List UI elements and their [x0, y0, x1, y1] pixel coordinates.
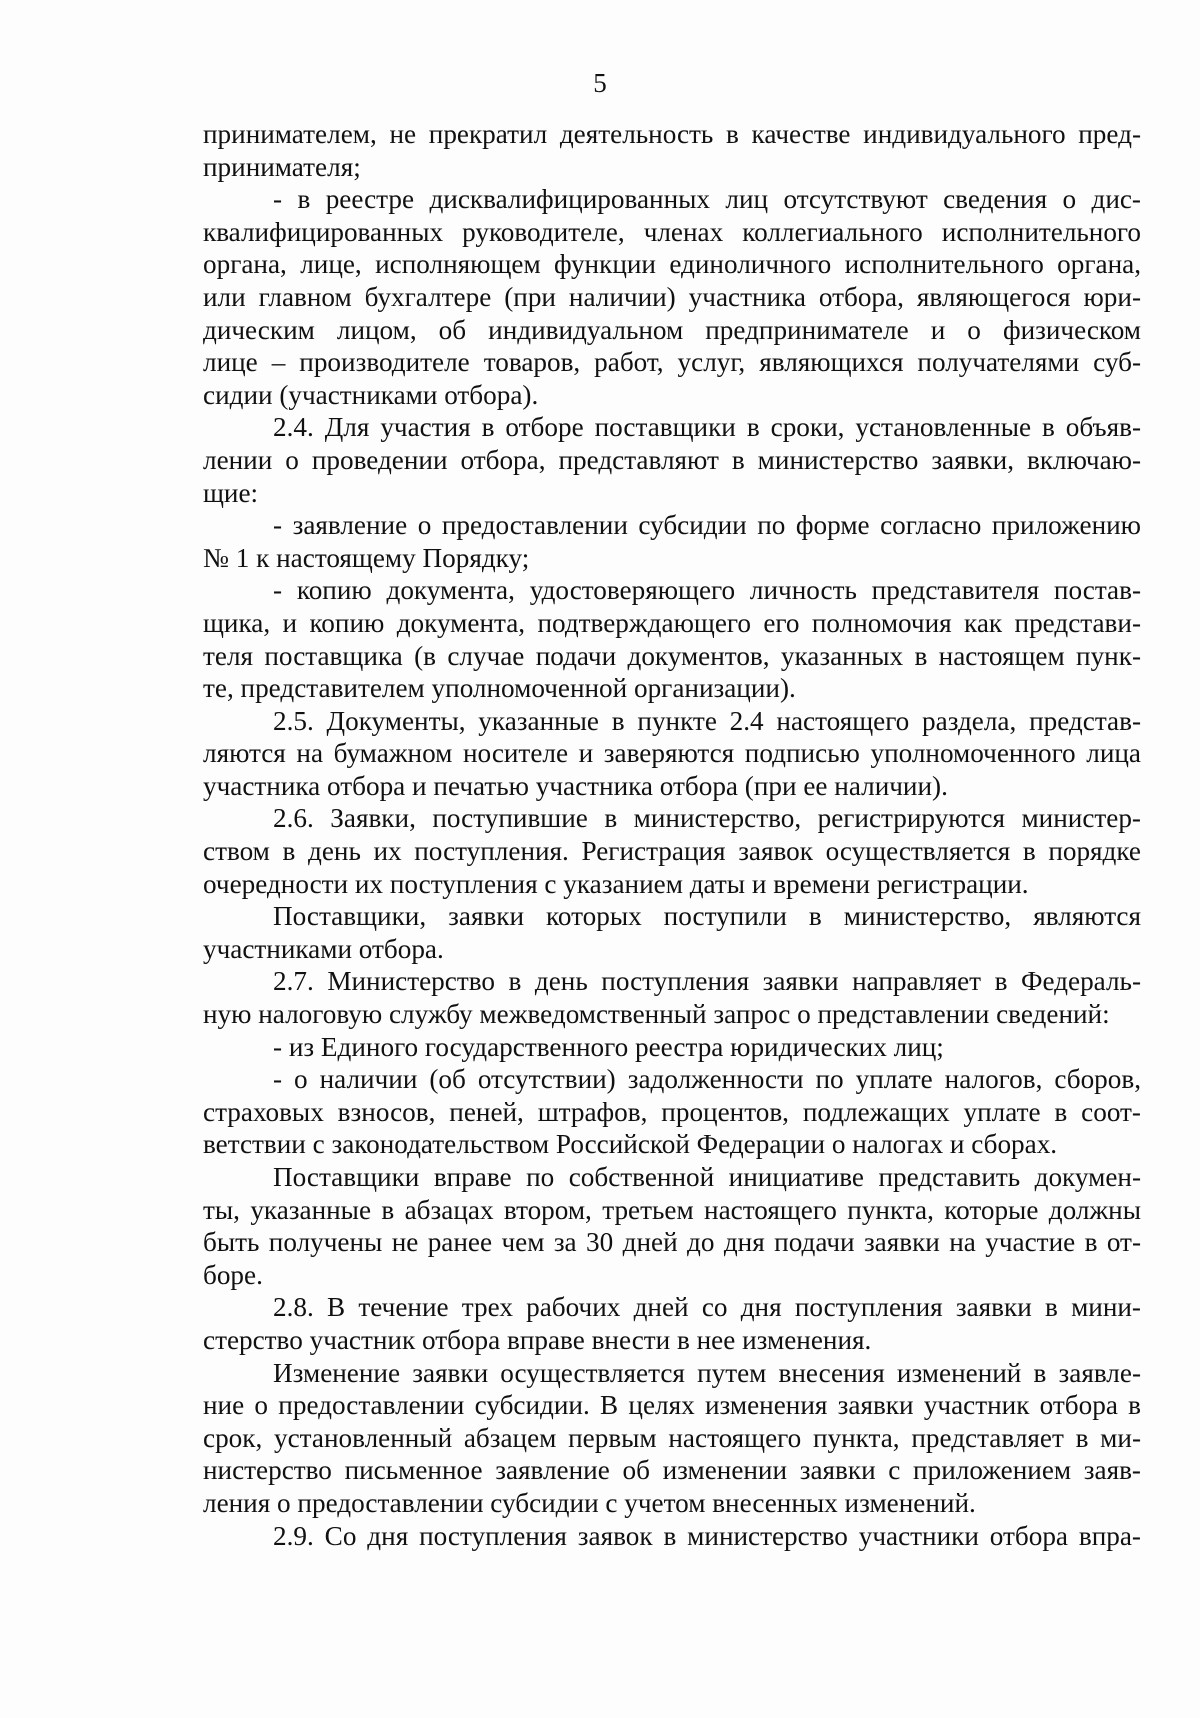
text-line: лении о проведении отбора, представляют в министерство заявки, включаю-	[203, 444, 1141, 475]
text-line: ством в день их поступления. Регистрация заявок осуществляется в порядке	[203, 836, 1141, 867]
text-line: 2.5. Документы, указанные в пункте 2.4 настоящего раздела, представ-	[273, 705, 1141, 736]
text-line: стерство участник отбора вправе внести в нее изменения.	[203, 1324, 872, 1355]
text-line: щие:	[203, 477, 259, 508]
text-line: 2.7. Министерство в день поступления заявки направляет в Федераль-	[273, 966, 1141, 997]
text-line: участниками отбора.	[203, 933, 444, 964]
text-line: Поставщики вправе по собственной инициативе представить докумен-	[273, 1162, 1141, 1192]
text-line: 2.4. Для участия в отборе поставщики в сроки, установленные в объяв-	[273, 412, 1141, 443]
text-line: ветствии с законодательством Российской Федерации о налогах и сборах.	[203, 1129, 1058, 1160]
text-line: - из Единого государственного реестра юридических лиц;	[273, 1031, 944, 1062]
text-line: - в реестре дисквалифицированных лиц отсутствуют сведения о дис-	[273, 184, 1141, 215]
text-line: квалифицированных руководителе, членах коллегиального исполнительного	[203, 216, 1141, 247]
text-line: ляются на бумажном носителе и заверяются подписью уполномоченного лица	[203, 738, 1141, 769]
text-line: очередности их поступления с указанием даты и времени регистрации.	[203, 868, 1029, 899]
text-line: Изменение заявки осуществляется путем внесения изменений в заявле-	[273, 1357, 1141, 1388]
text-line: быть получены не ранее чем за 30 дней до дня подачи заявки на участие в от-	[203, 1227, 1141, 1258]
text-line: дическим лицом, об индивидуальном предпринимателе и о физическом	[203, 314, 1141, 345]
text-line: теля поставщика (в случае подачи документов, указанных в настоящем пунк-	[203, 640, 1141, 671]
text-line: принимателем, не прекратил деятельность в качестве индивидуального пред-	[203, 119, 1141, 149]
text-line: щика, и копию документа, подтверждающего его полномочия как представи-	[203, 607, 1141, 638]
text-line: принимателя;	[203, 151, 361, 182]
text-line: сидии (участниками отбора).	[203, 379, 539, 410]
text-line: ты, указанные в абзацах втором, третьем настоящего пункта, которые должны	[203, 1194, 1141, 1225]
text-line: ления о предоставлении субсидии с учетом внесенных изменений.	[203, 1487, 976, 1518]
page-number: 5	[593, 68, 607, 98]
text-line: - о наличии (об отсутствии) задолженности по уплате налогов, сборов,	[273, 1064, 1141, 1095]
text-line: органа, лице, исполняющем функции единоличного исполнительного органа,	[203, 249, 1141, 280]
text-line: 2.8. В течение трех рабочих дней со дня поступления заявки в мини-	[273, 1292, 1141, 1323]
text-line: ние о предоставлении субсидии. В целях изменения заявки участник отбора в	[203, 1390, 1141, 1421]
text-line: те, представителем уполномоченной организации).	[203, 673, 796, 704]
text-line: Поставщики, заявки которых поступили в министерство, являются	[273, 901, 1141, 932]
text-line: - заявление о предоставлении субсидии по форме согласно приложению	[273, 510, 1141, 541]
text-line: участника отбора и печатью участника отбора (при ее наличии).	[203, 770, 948, 801]
text-line: срок, установленный абзацем первым настоящего пункта, представляет в ми-	[203, 1422, 1141, 1453]
text-line: № 1 к настоящему Порядку;	[203, 542, 530, 573]
text-line: нистерство письменное заявление об изменении заявки с приложением заяв-	[203, 1455, 1141, 1486]
text-line: или главном бухгалтере (при наличии) участника отбора, являющегося юри-	[203, 281, 1141, 312]
text-line: страховых взносов, пеней, штрафов, процентов, подлежащих уплате в соот-	[203, 1096, 1141, 1127]
text-line: 2.9. Со дня поступления заявок в министерство участники отбора впра-	[273, 1520, 1141, 1551]
text-line: боре.	[203, 1259, 263, 1290]
text-line: 2.6. Заявки, поступившие в министерство, регистрируются министер-	[273, 803, 1141, 834]
text-line: - копию документа, удостоверяющего личность представителя постав-	[273, 575, 1141, 606]
text-line: лице – производителе товаров, работ, услуг, являющихся получателями суб-	[203, 347, 1141, 378]
document-body	[203, 118, 1141, 1552]
text-line: ную налоговую службу межведомственный запрос о представлении сведений:	[203, 999, 1110, 1030]
